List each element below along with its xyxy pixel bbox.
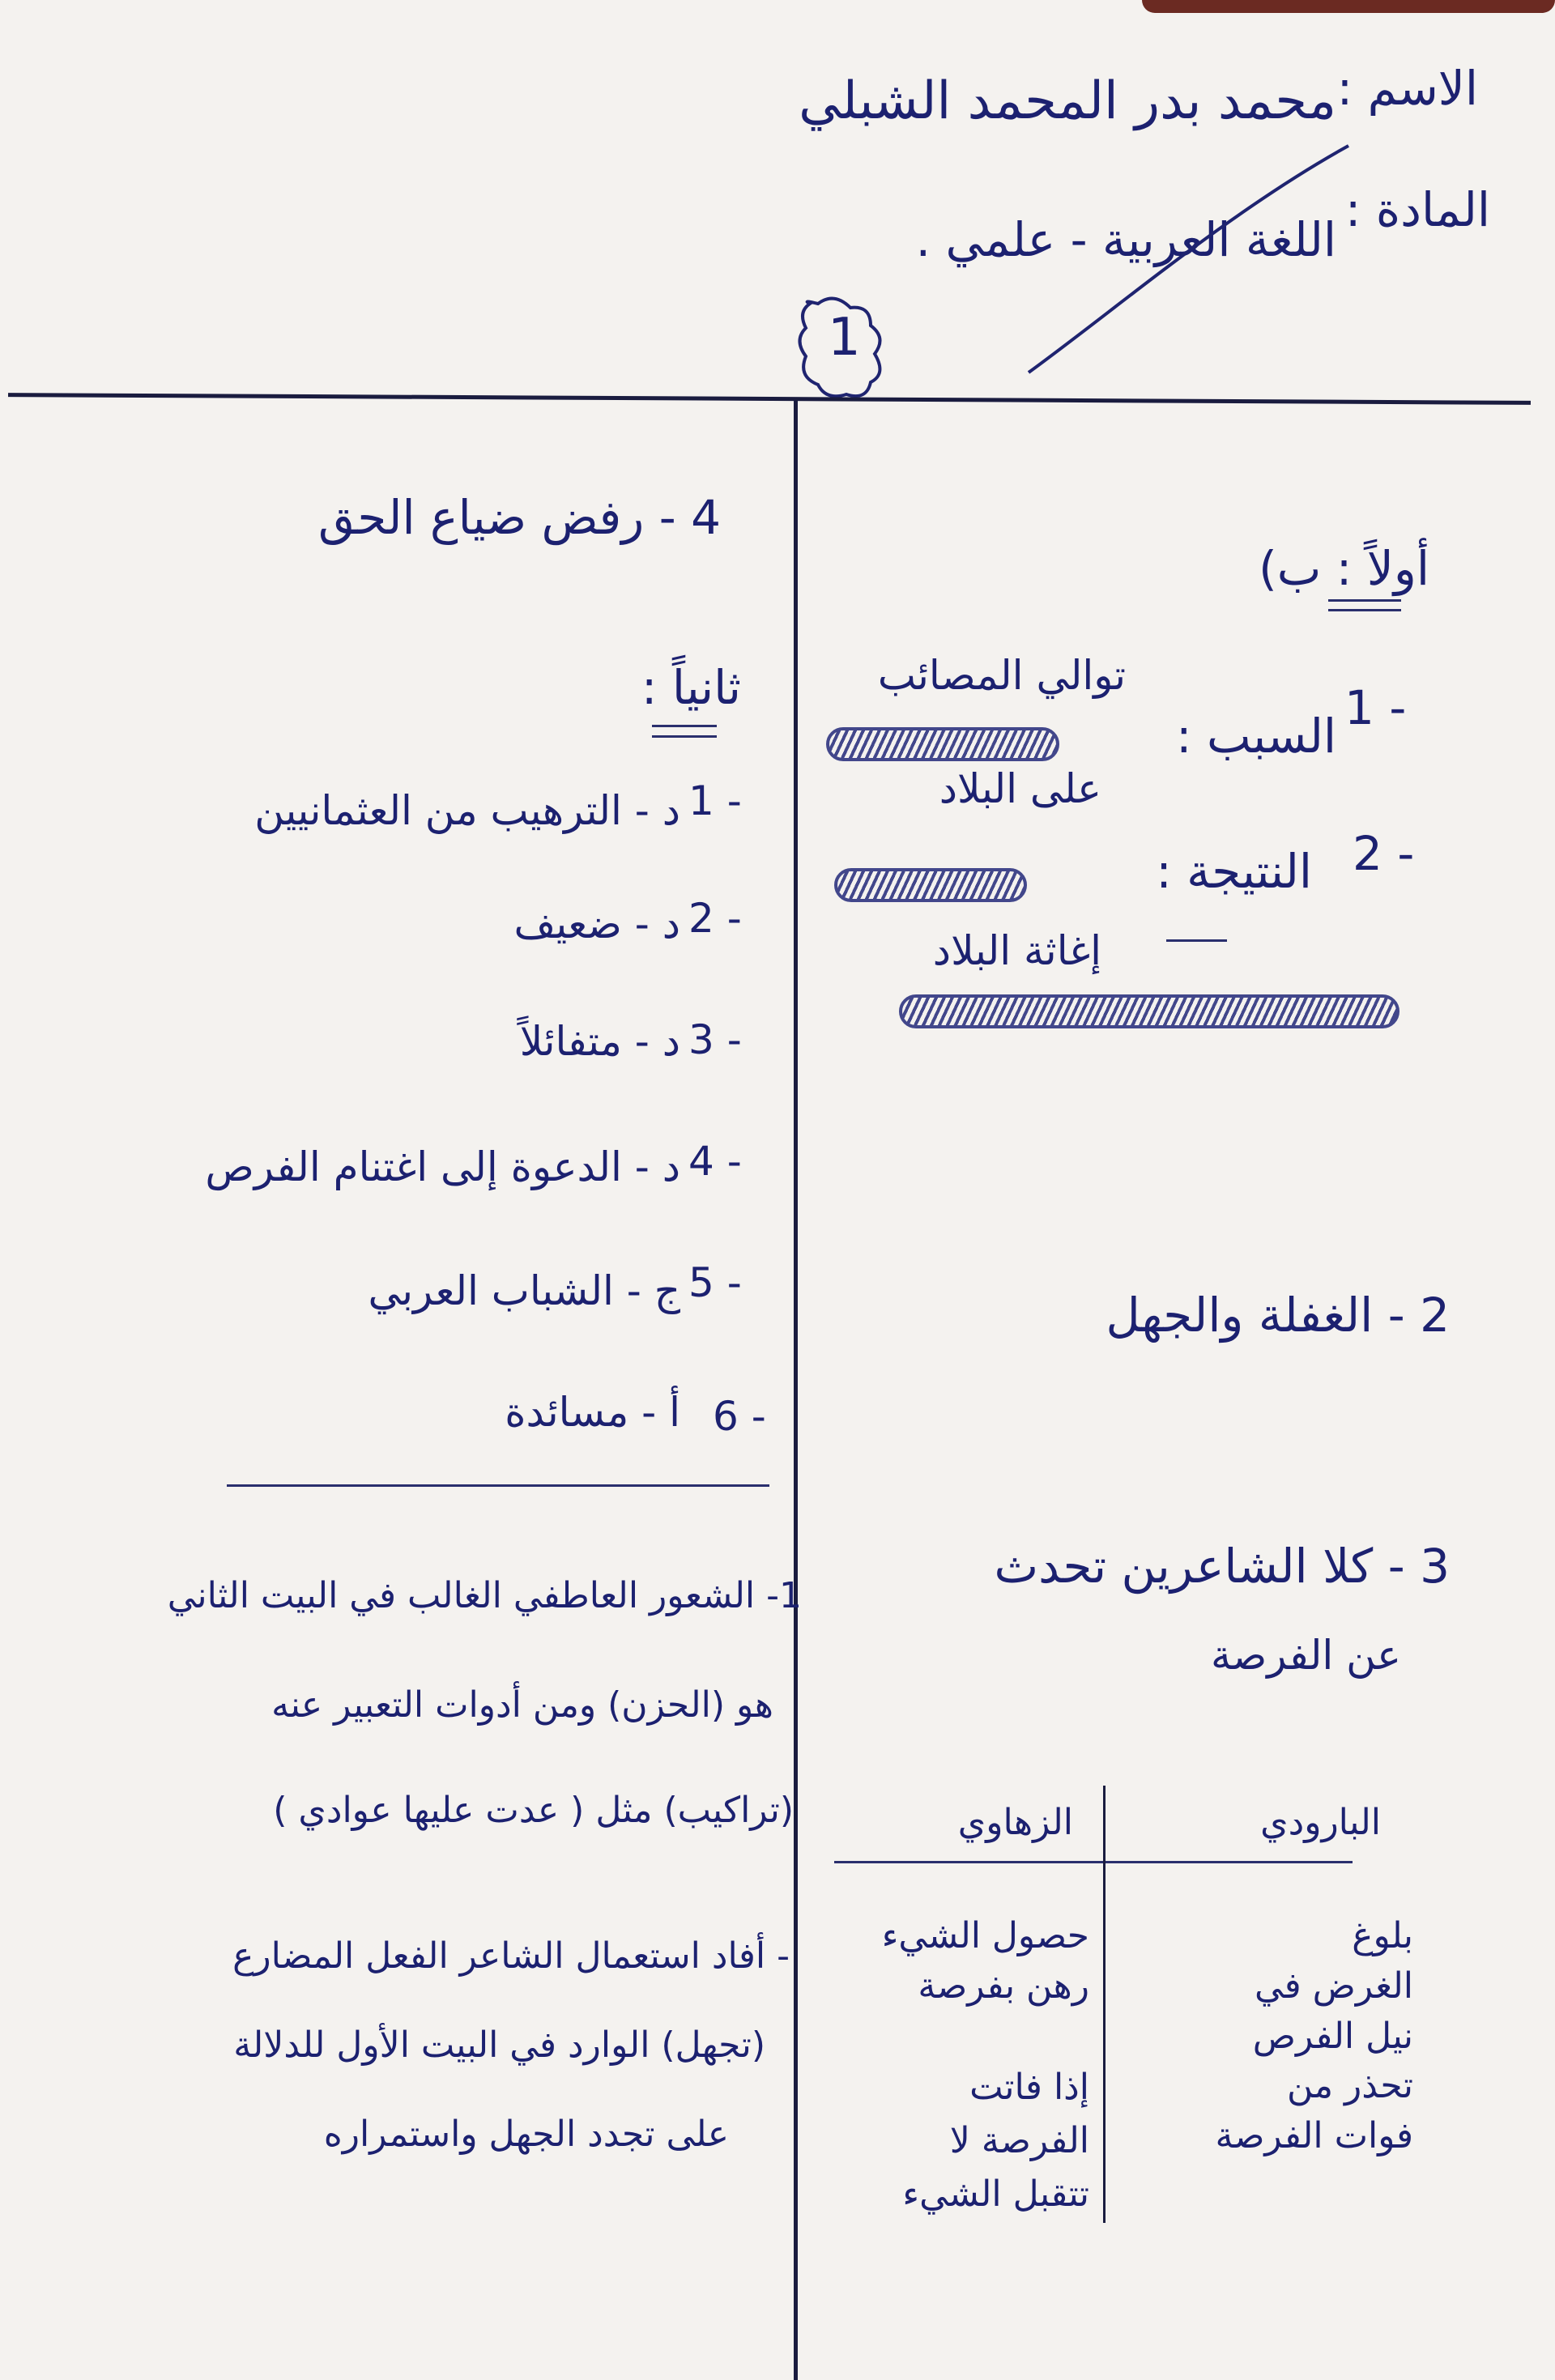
q1-number: 1 - — [1344, 680, 1407, 735]
item3-line-a: 3 - كلا الشاعرين تحدث — [994, 1539, 1450, 1594]
answer-1-text: د - الترهيب من العثمانيين — [254, 787, 680, 834]
table-cell-right-2: تحذر من فوات الفرصة — [1215, 2065, 1413, 2156]
table-cell-left-1: حصول الشيء رهن بفرصة — [881, 1915, 1089, 2007]
top-edge-band — [1142, 0, 1555, 13]
answer-4-text: د - الدعوة إلى اغتنام الفرص — [205, 1143, 680, 1190]
q1-answer-b: على البلاد — [939, 765, 1101, 812]
para2-line1: - أفاد استعمال الشاعر الفعل المضارع — [232, 1935, 790, 1977]
name-value: محمد بدر المحمد الشبلي — [799, 71, 1336, 131]
header-slash-mark — [1020, 138, 1361, 381]
answer-3-text: د - متفائلاً — [519, 1018, 680, 1065]
section2-underline-2 — [652, 735, 717, 738]
table-cell-right-1: بلوغ الغرض في نيل الفرص — [1252, 1915, 1413, 2057]
para2-line3: على تجدد الجهل واستمراره — [323, 2114, 729, 2155]
section2-title: ثانياً : — [641, 660, 741, 715]
answer-2-text: د - ضعيف — [513, 900, 680, 947]
table-cell-left-2: إذا فاتت الفرصة لا تتقبل الشيء — [902, 2067, 1089, 2215]
header-divider — [8, 393, 1531, 405]
name-label: الاسم : — [1336, 61, 1478, 116]
q2-label-underline — [1166, 939, 1227, 942]
crossed-out-text-3 — [899, 994, 1400, 1028]
section1-underline-2 — [1328, 609, 1401, 611]
subject-label: المادة : — [1344, 182, 1490, 237]
section1-underline — [1328, 599, 1401, 602]
subject-value: اللغة العربية - علمي . — [915, 212, 1336, 267]
answer-4-number: 4 - — [688, 1138, 742, 1185]
table-header-left: الزهاوي — [957, 1802, 1073, 1843]
para1-line1: 1- الشعور العاطفي الغالب في البيت الثاني — [167, 1575, 802, 1616]
crossed-out-text-1 — [826, 727, 1059, 761]
q2-answer: إغاثة البلاد — [932, 927, 1101, 974]
page-number: 1 — [828, 308, 861, 368]
answer-5-number: 5 - — [688, 1259, 742, 1306]
q1-answer-a: توالي المصائب — [877, 652, 1126, 699]
answer-1-number: 1 - — [688, 777, 742, 824]
left-section-divider — [227, 1484, 769, 1487]
column-divider — [794, 401, 798, 2380]
answer-6-text: أ - مسائدة — [505, 1389, 680, 1436]
section2-underline — [652, 725, 717, 727]
table-divider — [1103, 1786, 1106, 2223]
q1-label: السبب : — [1176, 709, 1336, 764]
q2-label: النتيجة : — [1156, 844, 1312, 899]
table-header-rule — [834, 1861, 1353, 1863]
answer-6-number: 6 - — [713, 1393, 766, 1440]
para2-line2: (تجهل) الوارد في البيت الأول للدلالة — [233, 2024, 765, 2066]
answer-5-text: ج - الشباب العربي — [368, 1267, 680, 1314]
section1-title: أولاً : ب) — [1259, 541, 1429, 596]
answer-3-number: 3 - — [688, 1016, 742, 1063]
para1-line3: (تراكيب) مثل ( عدت عليها عوادي ) — [273, 1790, 794, 1831]
table-header-right: البارودي — [1260, 1802, 1381, 1843]
q2-number: 2 - — [1353, 826, 1415, 881]
crossed-out-text-2 — [834, 868, 1027, 902]
para1-line2: هو (الحزن) ومن أدوات التعبير عنه — [271, 1684, 773, 1726]
item4-text: 4 - رفض ضياع الحق — [318, 490, 721, 545]
answer-2-number: 2 - — [688, 895, 742, 942]
item3-line-b: عن الفرصة — [1210, 1632, 1401, 1679]
item2-text: 2 - الغفلة والجهل — [1106, 1288, 1450, 1343]
